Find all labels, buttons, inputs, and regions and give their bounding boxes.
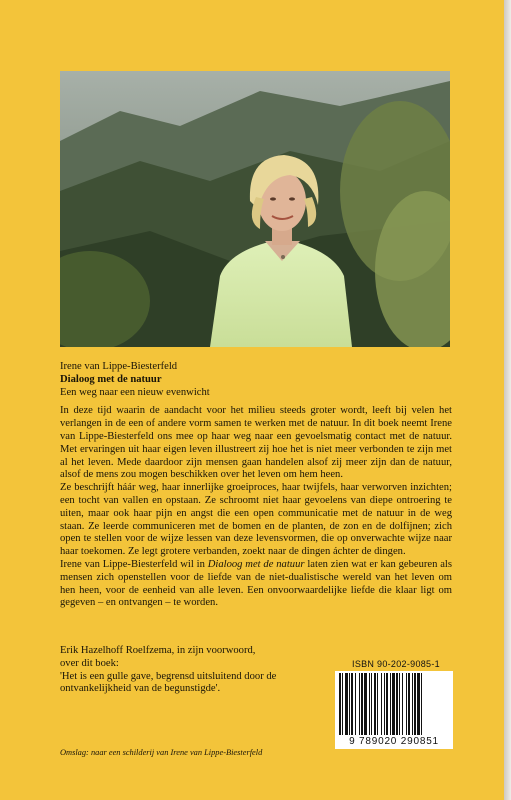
barcode-bar bbox=[349, 673, 350, 735]
barcode-bar bbox=[384, 673, 385, 735]
author-photo-illustration bbox=[60, 71, 450, 347]
paragraph-3-end: laten zien wat er kan gebeuren als mensen zich openstellen voor de liefde van de niet-dualistische wereld van het leven om hen heen, voor de eenheid van alle leven. Een onvoorwaardelijke liefde die klaar ligt om gegeven – en ontvangen – te worden. bbox=[60, 558, 453, 609]
barcode-bar bbox=[390, 673, 391, 735]
barcode-bar bbox=[414, 673, 416, 735]
barcode-bar bbox=[345, 673, 348, 735]
barcode-bar bbox=[417, 673, 420, 735]
description-paragraph-3 bbox=[60, 559, 452, 610]
author-name: Irene van Lippe-Biesterfeld bbox=[60, 361, 178, 372]
barcode-bars bbox=[335, 671, 453, 737]
book-subtitle: Een weg naar een nieuw evenwicht bbox=[60, 386, 210, 398]
barcode-bar bbox=[374, 673, 376, 735]
barcode-bar bbox=[396, 673, 398, 735]
barcode-bar bbox=[364, 673, 367, 735]
description-paragraph-1: In deze tijd waarin de aandacht voor het milieu steeds groter wordt, leeft bij velen het verlangen in de een of andere vorm samen te werken met de natuur. In dit boek neemt Irene van Lippe-Biesterfeld ons mee op haar weg naar een gevoelsmatig contact met de natuur. Met ervaringen uit haar eigen leven illustreert zij hoe het is niet meer verbonden te zijn met al het leven. Mede daardoor zijn mensen gaan handelen alsof zij meer zijn dan de natuur, alsof de mens zou mogen beschikken over het leven om hem heen. bbox=[60, 405, 452, 481]
cover-credit: Omslag: naar een schilderij van Irene van Lippe-Biesterfeld bbox=[60, 748, 263, 757]
page-edge bbox=[504, 0, 511, 800]
foreword-line-1: Erik Hazelhoff Roelfzema, in zijn voorwoord, bbox=[60, 645, 256, 656]
barcode-bar bbox=[399, 673, 400, 735]
barcode-bar bbox=[371, 673, 372, 735]
barcode-bar bbox=[339, 673, 341, 735]
barcode-bar bbox=[342, 673, 343, 735]
foreword-line-2: over dit boek: bbox=[60, 657, 119, 669]
book-title: Dialoog met de natuur bbox=[60, 373, 162, 385]
barcode-bar bbox=[412, 673, 413, 735]
barcode-bar bbox=[406, 673, 407, 735]
barcode-bar bbox=[351, 673, 353, 735]
barcode-bar bbox=[421, 673, 422, 735]
barcode-digits: 9 789020 290851 bbox=[335, 736, 453, 748]
paragraph-3-title: Dialoog met de natuur bbox=[207, 558, 305, 570]
barcode-bar bbox=[408, 673, 410, 735]
description-block bbox=[60, 361, 452, 610]
author-photo bbox=[60, 71, 450, 347]
foreword-quote-block bbox=[60, 645, 320, 696]
foreword-quote: 'Het is een gulle gave, begrensd uitsluitend door de ontvankelijkheid van de begunstigde'. bbox=[60, 670, 277, 695]
barcode-bar bbox=[369, 673, 370, 735]
barcode-bar bbox=[361, 673, 363, 735]
description-paragraph-2: Ze beschrijft háár weg, haar innerlijke groeiproces, haar twijfels, haar verworven inzichten; een tocht van vallen en opstaan. Ze schroomt niet haar gevoelens van diepe ontroering te uiten, maar ook haar pijn en angst die een open communicatie met de natuur in de weg staan. Ze leerde communiceren met de bomen en de planten, de zon en de dolfijnen; zich open te stellen voor de wijze lessen van deze levensvormen, die op onverwachte wijze naar haar toekomen. Ze legt grotere verbanden, zoekt naar de dingen áchter de dingen. bbox=[60, 482, 452, 558]
isbn-label: ISBN 90-202-9085-1 bbox=[352, 659, 440, 669]
barcode-bar bbox=[392, 673, 395, 735]
barcode-bar bbox=[402, 673, 403, 735]
barcode-bar bbox=[377, 673, 378, 735]
barcode-bar bbox=[355, 673, 356, 735]
barcode-bar bbox=[386, 673, 388, 735]
paragraph-3-start: Irene van Lippe-Biesterfeld wil in bbox=[60, 558, 208, 570]
barcode-bar bbox=[359, 673, 360, 735]
barcode-bar bbox=[381, 673, 382, 735]
